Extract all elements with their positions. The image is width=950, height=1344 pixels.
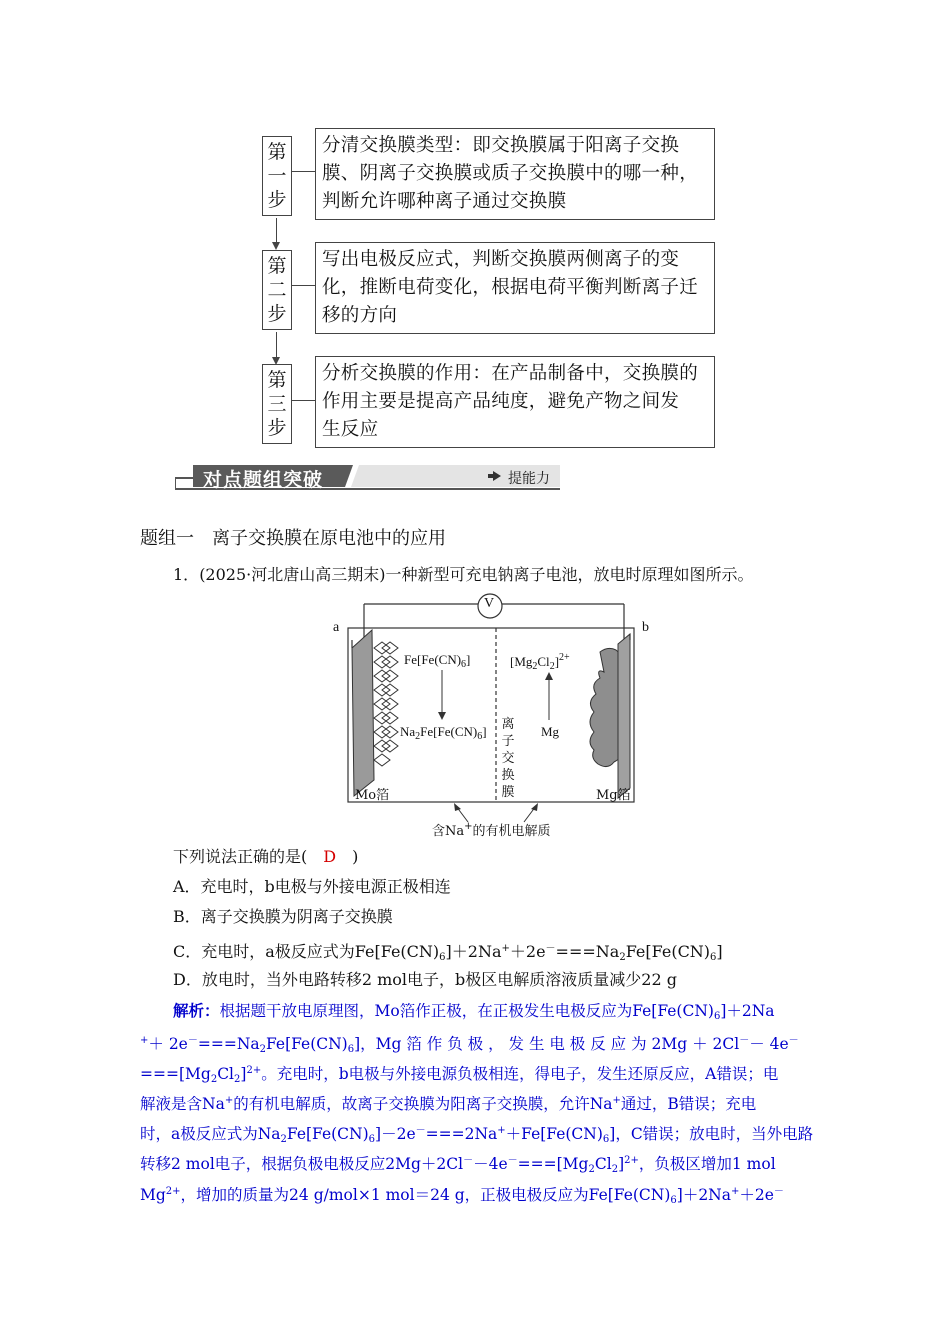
down-arrow-1-icon bbox=[272, 242, 280, 250]
analysis-line-7: $Mg^{2+}$，增加的质量为24 g/mol×1 mol＝24 g，正极电极反应为$Fe[Fe(CN)_6]+2Na^++2e^-$ bbox=[140, 1186, 784, 1206]
step-3-line-1: 分析交换膜的作用：在产品制备中，交换膜的 bbox=[322, 363, 699, 384]
step-2-char-3: 步 bbox=[267, 303, 287, 325]
banner-title: 对点题组突破 bbox=[203, 469, 324, 491]
option-a: A．充电时，b电极与外接电源正极相连 bbox=[173, 877, 451, 896]
analysis-line-4: 解液是含Na+的有机电解质，故离子交换膜为阳离子交换膜，允许Na+通过，B错误；充电 bbox=[140, 1095, 757, 1113]
cell-container bbox=[348, 628, 634, 802]
step-2-char-1: 第 bbox=[267, 255, 287, 277]
step-3-char-3: 步 bbox=[267, 417, 287, 439]
step-1-char-1: 第 bbox=[267, 141, 287, 163]
analysis-line-6: 转移2 mol电子，根据负极电极反应$2Mg+2Cl^--4e^-===[Mg_2Cl_2]^{2+}$，负极区增加1 mol bbox=[140, 1155, 776, 1175]
analysis-line-2: $^++ 2e^-===Na_2Fe[Fe(CN)_6]$，Mg 箔 作 负 极 ， 发 生 电 极 反 应 为 2Mg ＋ 2Cl－－ 4e－ bbox=[140, 1035, 799, 1055]
analysis-line-5: 时，a极反应式为$Na_2Fe[Fe(CN)_6]-2e^-===2Na^++Fe[Fe(CN)_6]$，C错误；放电时，当外电路 bbox=[140, 1125, 814, 1145]
step-1-char-3: 步 bbox=[267, 189, 287, 211]
left-bottom-species: $Na_2Fe[Fe(CN)_6]$ bbox=[400, 724, 487, 742]
step-1-box bbox=[315, 128, 715, 220]
crystal-pattern bbox=[374, 642, 398, 766]
step-1-char-2: 一 bbox=[267, 165, 287, 187]
connector-3 bbox=[291, 400, 315, 401]
option-d: D．放电时，当外电路转移2 mol电子，b极区电解质溶液质量减少22 g bbox=[173, 970, 677, 989]
step-1-line-3: 判断允许哪种离子通过交换膜 bbox=[322, 191, 567, 212]
answer-value: D bbox=[323, 847, 337, 866]
question-stem bbox=[173, 564, 754, 586]
section-heading: 题组一 离子交换膜在原电池中的应用 bbox=[140, 528, 446, 549]
right-top-species: $[Mg_2Cl_2]^{2+}$ bbox=[510, 652, 570, 672]
step-2-line-1: 写出电极反应式，判断交换膜两侧离子的变 bbox=[322, 249, 680, 270]
right-bottom-species: Mg bbox=[541, 724, 560, 739]
electrode-b-label: b bbox=[642, 620, 649, 635]
left-top-species: $Fe[Fe(CN)_6]$ bbox=[404, 652, 471, 670]
electrolyte-label: 含Na+的有机电解质 bbox=[432, 821, 551, 839]
option-b: B．离子交换膜为阴离子交换膜 bbox=[173, 907, 393, 926]
option-c: C．充电时，a极反应式为$Fe[Fe(CN)_6]+2Na^++2e^-===Na_2Fe[Fe(CN)_6]$ bbox=[173, 942, 723, 963]
banner-tag: 提能力 bbox=[508, 471, 550, 487]
step-2-line-3: 移的方向 bbox=[322, 305, 398, 326]
step-2-char-2: 二 bbox=[267, 279, 287, 301]
step-3-char-2: 三 bbox=[267, 393, 287, 415]
step-2-box bbox=[315, 242, 715, 334]
step-3-line-2: 作用主要是提高产品纯度，避免产物之间发 bbox=[322, 391, 680, 412]
connector-1 bbox=[291, 171, 315, 172]
step-1-label bbox=[262, 136, 292, 216]
step-3-box bbox=[315, 356, 715, 448]
question-number: 1． bbox=[173, 565, 200, 584]
step-1-line-1: 分清交换膜类型：即交换膜属于阳离子交换 bbox=[322, 135, 680, 156]
membrane-label: 离 子 交 换 膜 bbox=[501, 717, 515, 800]
analysis-line-1: 解析：根据题干放电原理图，Mo箔作正极，在正极发生电极反应为$Fe[Fe(CN)_6]+2Na$ bbox=[173, 1001, 775, 1022]
step-3-char-1: 第 bbox=[267, 369, 287, 391]
connector-2 bbox=[291, 285, 315, 286]
electrode-a-label: a bbox=[333, 620, 340, 635]
question-source: (2025·河北唐山高三期末) bbox=[199, 565, 386, 584]
down-arrow-2-line bbox=[276, 332, 277, 358]
step-3-label bbox=[262, 364, 292, 444]
step-2-label bbox=[262, 250, 292, 330]
mg-foil-label: Mg箔 bbox=[596, 788, 631, 803]
analysis-line-3: $===[Mg_2Cl_2]^{2+}$。充电时，b电极与外接电源负极相连，得电子，发生还原反应，A错误；电 bbox=[140, 1065, 779, 1085]
step-2-line-2: 化，推断电荷变化，根据电荷平衡判断离子迁 bbox=[322, 277, 699, 298]
question-prompt: 下列说法正确的是( D ) bbox=[173, 847, 359, 866]
question-stem-text: 一种新型可充电钠离子电池，放电时原理如图所示。 bbox=[385, 565, 754, 584]
mo-foil-label: Mo箔 bbox=[355, 788, 390, 803]
mo-foil-shape bbox=[352, 630, 374, 796]
down-arrow-1-line bbox=[276, 218, 277, 243]
step-3-line-3: 生反应 bbox=[322, 419, 379, 440]
step-1-line-2: 膜、阴离子交换膜或质子交换膜中的哪一种， bbox=[322, 163, 699, 184]
section-banner bbox=[175, 464, 560, 492]
voltmeter-label: V bbox=[484, 596, 495, 611]
